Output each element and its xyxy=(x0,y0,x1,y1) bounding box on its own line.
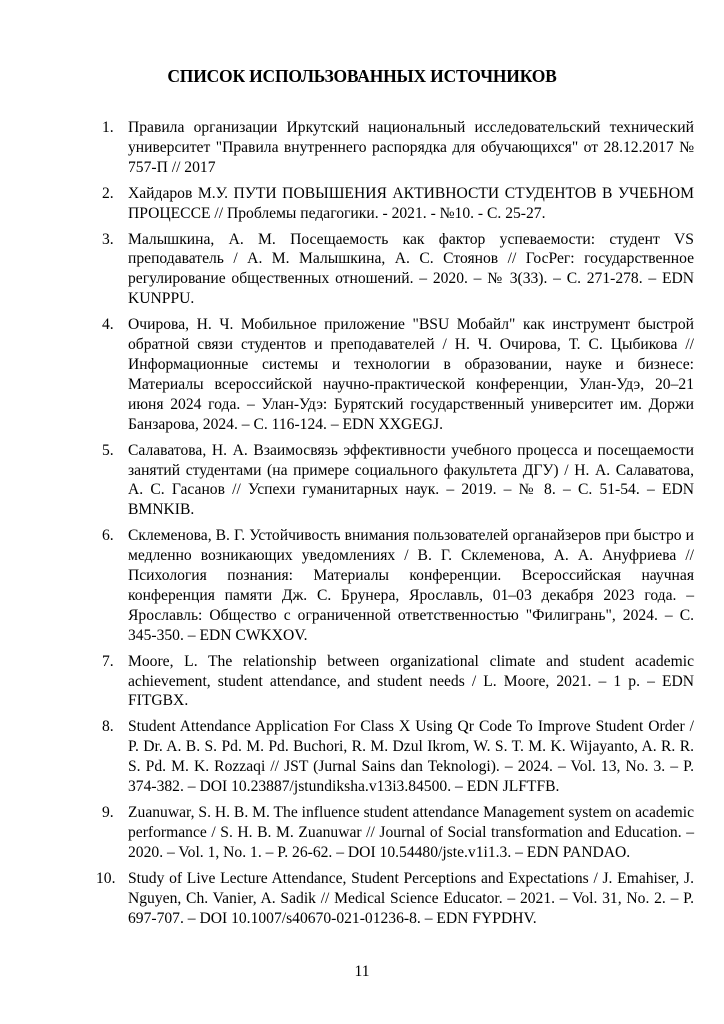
reference-item xyxy=(96,315,694,434)
reference-text: Очирова, Н. Ч. Мобильное приложение "BSU Мобайл" как инструмент быстрой обратной связи студентов и преподавателей / Н. Ч. Очирова, Т. С. Цыбикова // Информационные системы и технологии в образовании, науке и бизнесе: Материалы всероссийской научно-практической конференции, Улан-Удэ, 20–21 июня 2024 года. – Улан-Удэ: Бурятский государственный университет им. Доржи Банзарова, 2024. – С. 116-124. – EDN XXGEGJ. xyxy=(128,316,694,433)
reference-text: Салаватова, Н. А. Взаимосвязь эффективности учебного процесса и посещаемости занятий студентами (на примере социального факультета ДГУ) / Н. А. Салаватова, А. С. Гасанов // Успехи гуманитарных наук. – 2019. – № 8. – С. 51-54. – EDN BMNKIB. xyxy=(128,441,694,519)
reference-list xyxy=(96,118,694,934)
reference-text: Хайдаров М.У. ПУТИ ПОВЫШЕНИЯ АКТИВНОСТИ СТУДЕНТОВ В УЧЕБНОМ ПРОЦЕССЕ // Проблемы педагогики. - 2021. - №10. - С. 25-27. xyxy=(128,184,694,222)
reference-text: Правила организации Иркутский национальный исследовательский технический университет "Правила внутреннего распорядка для обучающихся" от 28.12.2017 № 757-П // 2017 xyxy=(128,119,694,176)
reference-item xyxy=(96,526,694,645)
reference-number: 7. xyxy=(102,652,114,670)
reference-number: 3. xyxy=(102,230,114,248)
reference-item xyxy=(96,652,694,712)
reference-text: Moore, L. The relationship between organizational climate and student academic achievement, student attendance, and student needs / L. Moore, 2021. – 1 p. – EDN FITGBX. xyxy=(128,652,694,710)
reference-item xyxy=(96,118,694,178)
reference-item xyxy=(96,717,694,797)
reference-text: Study of Live Lecture Attendance, Student Perceptions and Expectations / J. Emahiser, J. Nguyen, Ch. Vanier, A. Sadik // Medical Science Educator. – 2021. – Vol. 31, No. 2. – P. 697-707. – DOI 10.1007/s40670-021-01236-8. – EDN FYPDHV. xyxy=(128,869,694,927)
reference-item xyxy=(96,230,694,310)
reference-number: 8. xyxy=(102,718,114,736)
reference-text: Student Attendance Application For Class X Using Qr Code To Improve Student Order / P. Dr. A. B. S. Pd. M. Pd. Buchori, R. M. Dzul Ikrom, W. S. T. M. K. Wijayanto, A. R. R. S. Pd. M. K. Rozzaqi // JST (Jurnal Sains dan Teknologi). – 2024. – Vol. 13, No. 3. – P. 374-382. – DOI 10.23887/jstundiksha.v13i3.84500. – EDN JLFTFB. xyxy=(128,718,694,796)
reference-item xyxy=(96,184,694,224)
page-number: 11 xyxy=(354,963,370,980)
reference-item xyxy=(96,441,694,521)
reference-item xyxy=(96,869,694,929)
page-title: СПИСОК ИСПОЛЬЗОВАННЫХ ИСТОЧНИКОВ xyxy=(167,66,557,86)
reference-text: Zuanuwar, S. H. B. M. The influence student attendance Management system on academic performance / S. H. B. M. Zuanuwar // Journal of Social transformation and Education. – 2020. – Vol. 1, No. 1. – P. 26-62. – DOI 10.54480/jste.v1i1.3. – EDN PANDAO. xyxy=(128,804,694,861)
reference-number: 4. xyxy=(102,316,114,334)
reference-number: 2. xyxy=(102,184,114,202)
reference-item xyxy=(96,803,694,863)
reference-number: 9. xyxy=(102,804,114,821)
reference-number: 6. xyxy=(102,527,114,545)
reference-number: 10. xyxy=(96,869,116,887)
reference-number: 5. xyxy=(102,441,114,459)
reference-text: Малышкина, А. М. Посещаемость как фактор успеваемости: студент VS преподаватель / А. М. Малышкина, А. С. Стоянов // ГосРег: государственное регулирование общественных отношений. – 2020. – № 3(33). – С. 271-278. – EDN KUNPPU. xyxy=(128,230,694,308)
reference-text: Склеменова, В. Г. Устойчивость внимания пользователей органайзеров при быстро и медленно возникающих уведомлениях / В. Г. Склеменова, А. А. Ануфриева // Психология познания: Материалы конференции. Всероссийская научная конференция памяти Дж. С. Брунера, Ярославль, 01–03 декабря 2023 года. – Ярославль: Общество с ограниченной ответственностью "Филигрань", 2024. – С. 345-350. – EDN CWKXOV. xyxy=(128,527,694,644)
reference-number: 1. xyxy=(102,119,114,136)
